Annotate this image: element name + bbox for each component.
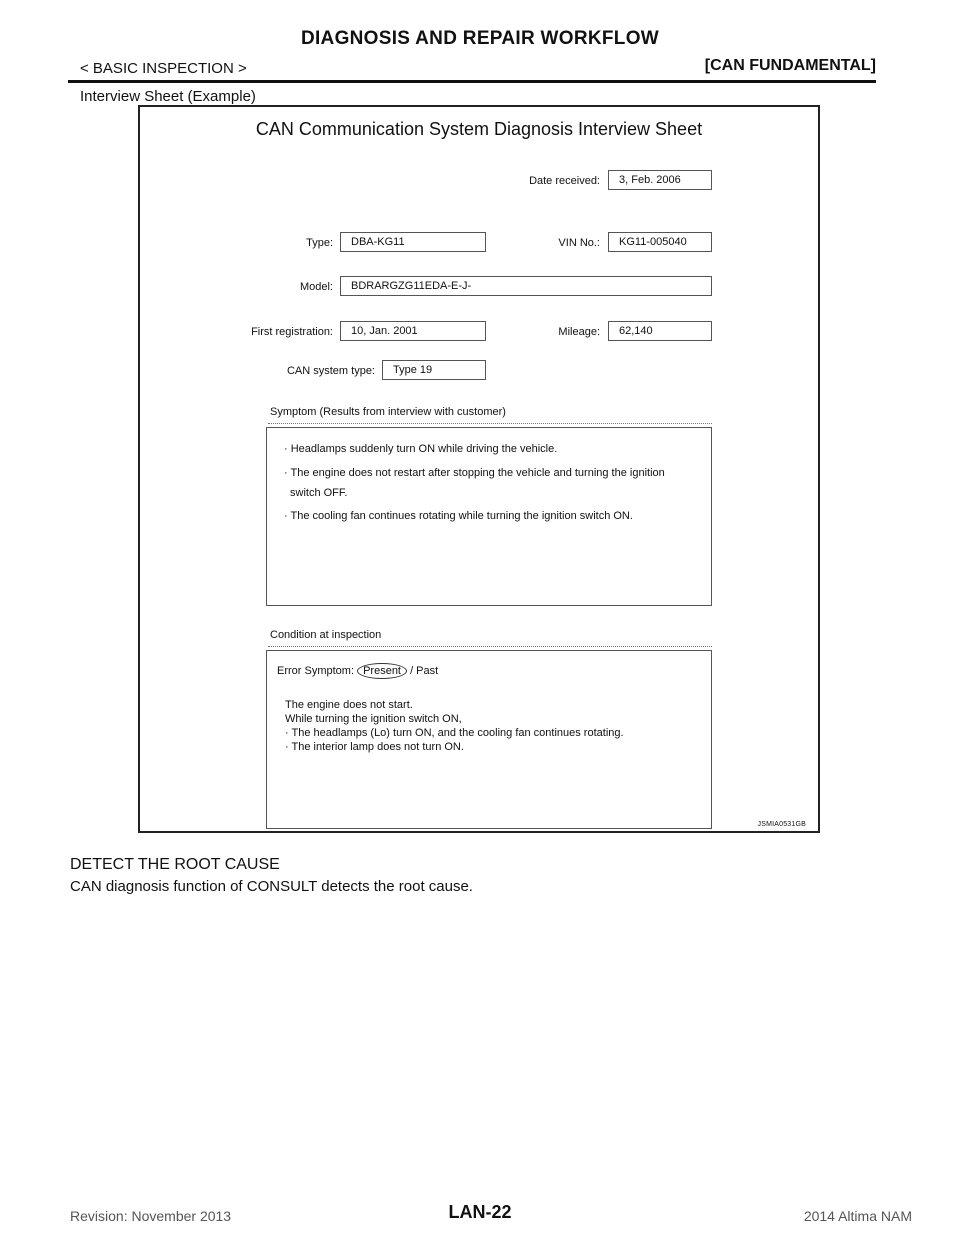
symptom-line: · Headlamps suddenly turn ON while driving the vehicle. (284, 443, 558, 455)
condition-line: The engine does not start. (285, 699, 413, 711)
first-registration-field: 10, Jan. 2001 (340, 321, 486, 341)
section-heading: DETECT THE ROOT CAUSE (70, 856, 280, 873)
section-label-right: [CAN FUNDAMENTAL] (704, 57, 876, 74)
condition-section-label: Condition at inspection (270, 629, 382, 641)
condition-line: While turning the ignition switch ON, (285, 713, 462, 725)
symptom-box (266, 427, 712, 606)
date-received-field: 3, Feb. 2006 (608, 170, 712, 190)
type-field: DBA-KG11 (340, 232, 486, 252)
condition-divider (268, 646, 712, 647)
model-label: Model: (299, 281, 333, 293)
revision-date: Revision: November 2013 (70, 1208, 232, 1224)
condition-line: · The headlamps (Lo) turn ON, and the cooling fan continues rotating. (285, 727, 624, 739)
can-system-type-label: CAN system type: (286, 365, 375, 377)
condition-box (266, 650, 712, 829)
present-option-circled: Present (357, 663, 407, 679)
symptom-line: switch OFF. (290, 487, 348, 499)
body-paragraph: CAN diagnosis function of CONSULT detects the root cause. (70, 878, 473, 895)
condition-line: · The interior lamp does not turn ON. (285, 741, 464, 753)
interview-sheet-title: CAN Communication System Diagnosis Interview Sheet (255, 119, 703, 139)
manual-edition: 2014 Altima NAM (803, 1208, 912, 1224)
symptom-line: · The engine does not restart after stopping the vehicle and turning the ignition (284, 467, 665, 479)
can-system-type-field: Type 19 (382, 360, 486, 380)
error-symptom-row (277, 663, 438, 679)
figure-code: JSMIA0531GB (757, 821, 806, 828)
vin-field: KG11-005040 (608, 232, 712, 252)
date-received-label: Date received: (529, 175, 600, 187)
mileage-label: Mileage: (558, 326, 600, 338)
header-divider (68, 80, 876, 83)
figure-caption: Interview Sheet (Example) (80, 88, 256, 105)
error-symptom-label: Error Symptom: (277, 665, 355, 677)
interview-sheet-figure (138, 105, 820, 833)
type-label: Type: (306, 237, 333, 249)
page-number: LAN-22 (448, 1202, 512, 1222)
symptom-divider (268, 423, 712, 424)
symptom-section-label: Symptom (Results from interview with customer) (270, 406, 506, 418)
page-title: DIAGNOSIS AND REPAIR WORKFLOW (300, 28, 660, 49)
model-field: BDRARGZG11EDA-E-J- (340, 276, 712, 296)
past-option: / Past (410, 665, 439, 677)
mileage-field: 62,140 (608, 321, 712, 341)
section-label-left: < BASIC INSPECTION > (80, 60, 247, 77)
first-registration-label: First registration: (251, 326, 333, 338)
vin-label: VIN No.: (558, 237, 600, 249)
symptom-line: · The cooling fan continues rotating while turning the ignition switch ON. (284, 510, 633, 522)
